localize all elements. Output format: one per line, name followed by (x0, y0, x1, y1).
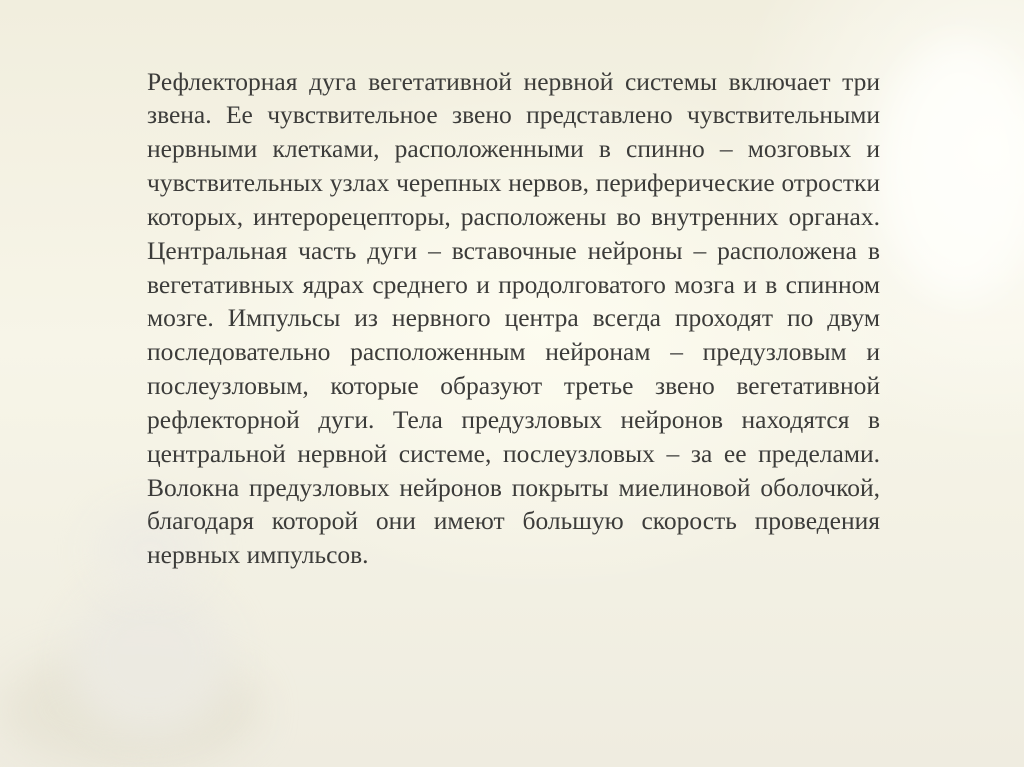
background-glow (880, 40, 1024, 300)
slide-body-text: Рефлекторная дуга вегетативной нервной системы включает три звена. Ее чувствительное звено представлено чувствительными нервными клетками, расположенными в спинно – мозговых и чувствительных узлах черепных нервов, периферические отростки которых, интерорецепторы, расположены во внутренних органах. Центральная часть дуги – вставочные нейроны – расположена в вегетативных ядрах среднего и продолговатого мозга и в спинном мозге. Импульсы из нервного центра всегда проходят по двум последовательно расположенным нейронам – предузловым и послеузловым, которые образуют третье звено вегетативной рефлекторной дуги. Тела предузловых нейронов находятся в центральной нервной системе, послеузловых – за ее пределами. Волокна предузловых нейронов покрыты миелиновой оболочкой, благодаря которой они имеют большую скорость проведения нервных импульсов. (147, 66, 880, 570)
background-figure-body (70, 585, 230, 735)
